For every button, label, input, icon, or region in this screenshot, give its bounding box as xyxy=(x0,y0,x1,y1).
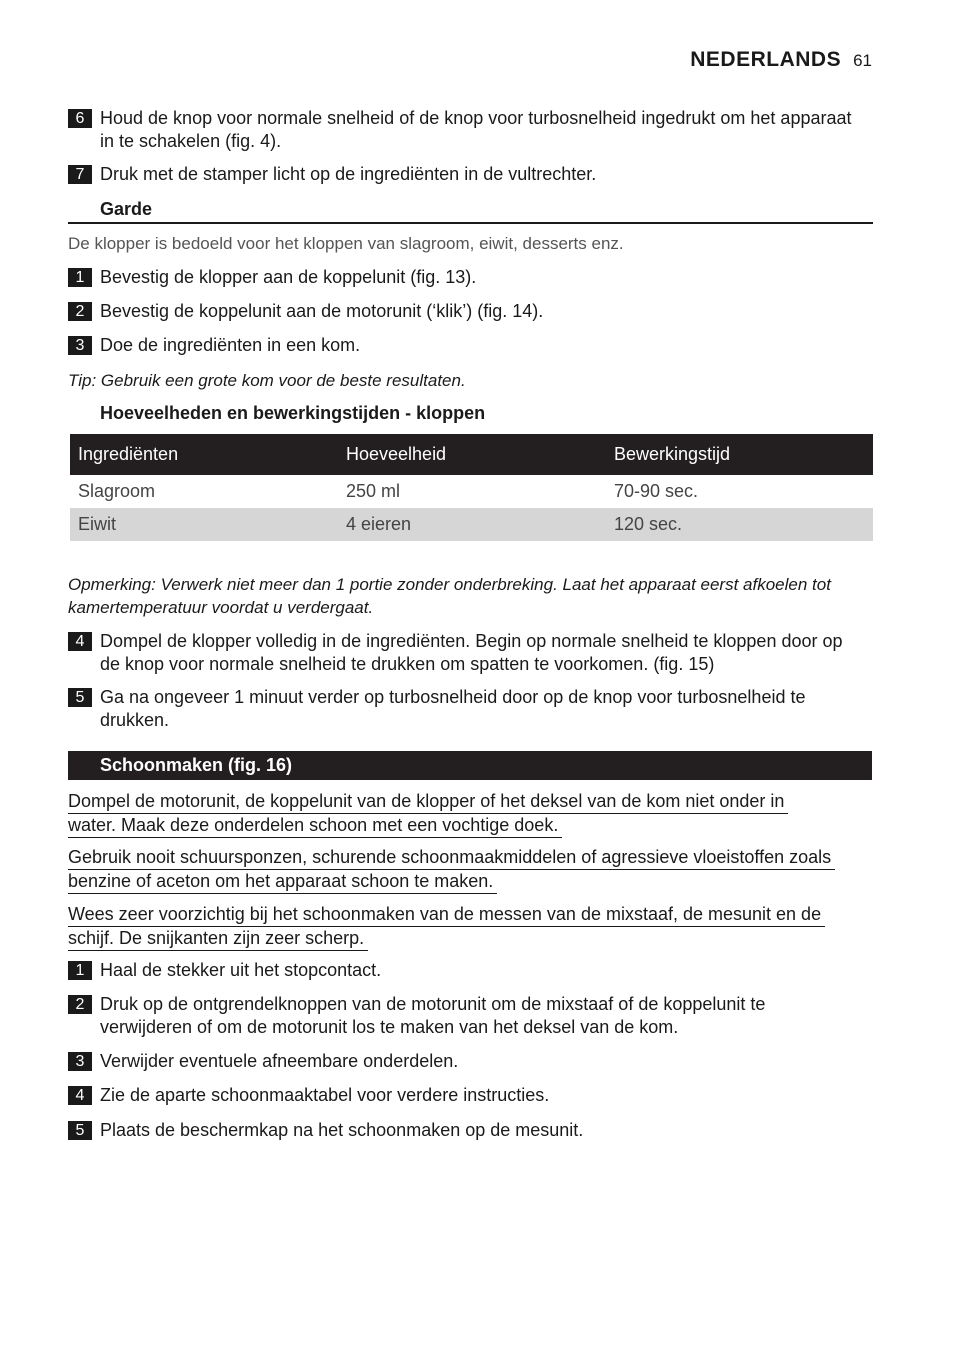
step-text: Verwijder eventuele afneembare onderdelen. xyxy=(100,1051,459,1071)
step-item xyxy=(68,1050,858,1073)
warning-line: schijf. De snijkanten zijn zeer scherp. xyxy=(68,927,368,951)
step-text: Haal de stekker uit het stopcontact. xyxy=(100,960,382,980)
step-item xyxy=(68,1119,858,1142)
table-cell: 250 ml xyxy=(346,481,401,501)
step-number: 1 xyxy=(68,268,92,287)
section-heading-garde: Garde xyxy=(100,199,153,219)
step-item xyxy=(68,959,858,982)
step-number: 5 xyxy=(68,1121,92,1140)
table-row xyxy=(70,508,873,541)
step-text: Houd de knop voor normale snelheid of de knop voor turbosnelheid ingedrukt om het apparaat in te schakelen (fig. 4). xyxy=(100,108,852,151)
language-label: NEDERLANDS xyxy=(690,48,842,71)
table-cell: 70-90 sec. xyxy=(614,481,699,501)
table-cell: Slagroom xyxy=(78,481,156,501)
step-item xyxy=(68,1084,858,1107)
step-item xyxy=(68,107,858,153)
garde-intro: De klopper is bedoeld voor het kloppen van slagroom, eiwit, desserts enz. xyxy=(68,234,624,253)
warning-line: Gebruik nooit schuursponzen, schurende schoonmaakmiddelen of agressieve vloeistoffen zoals xyxy=(68,846,835,870)
step-item xyxy=(68,266,858,289)
page-number: 61 xyxy=(853,51,872,70)
step-number: 2 xyxy=(68,995,92,1014)
step-text: Zie de aparte schoonmaaktabel voor verdere instructies. xyxy=(100,1085,550,1105)
table-cell: 4 eieren xyxy=(338,508,606,541)
warning-line: water. Maak deze onderdelen schoon met een vochtige doek. xyxy=(68,814,562,838)
warning-text xyxy=(68,903,825,951)
table-cell: 120 sec. xyxy=(606,508,873,541)
section-divider xyxy=(68,222,873,224)
step-number: 4 xyxy=(68,1086,92,1105)
step-text: Dompel de klopper volledig in de ingrediënten. Begin op normale snelheid te kloppen door op de knop voor normale snelheid te drukken om spatten te voorkomen. (fig. 15) xyxy=(100,631,843,674)
step-text: Druk met de stamper licht op de ingrediënten in de vultrechter. xyxy=(100,164,597,184)
warning-text xyxy=(68,790,788,838)
step-number: 6 xyxy=(68,109,92,128)
step-text: Bevestig de koppelunit aan de motorunit (‘klik’) (fig. 14). xyxy=(100,301,544,321)
step-text: Ga na ongeveer 1 minuut verder op turbosnelheid door op de knop voor turbosnelheid te drukken. xyxy=(100,687,806,730)
step-number: 2 xyxy=(68,302,92,321)
step-number: 7 xyxy=(68,165,92,184)
table-header-cell: Ingrediënten xyxy=(70,434,338,475)
warning-line: Dompel de motorunit, de koppelunit van de klopper of het deksel van de kom niet onder in xyxy=(68,790,788,814)
quantities-table xyxy=(70,434,873,541)
step-number: 4 xyxy=(68,632,92,651)
step-text: Doe de ingrediënten in een kom. xyxy=(100,335,361,355)
step-number: 1 xyxy=(68,961,92,980)
table-heading: Hoeveelheden en bewerkingstijden - kloppen xyxy=(100,403,486,423)
section-heading-cleaning: Schoonmaken (fig. 16) xyxy=(68,751,872,780)
step-item xyxy=(68,334,858,357)
step-item xyxy=(68,993,858,1039)
step-item xyxy=(68,686,858,732)
table-cell: Eiwit xyxy=(70,508,338,541)
warning-text xyxy=(68,846,835,894)
table-row xyxy=(70,475,873,508)
step-text: Plaats de beschermkap na het schoonmaken op de mesunit. xyxy=(100,1120,584,1140)
table-header-cell: Hoeveelheid xyxy=(338,434,606,475)
step-item xyxy=(68,630,858,676)
step-text: Bevestig de klopper aan de koppelunit (fig. 13). xyxy=(100,267,477,287)
step-item xyxy=(68,163,858,186)
table-header-cell: Bewerkingstijd xyxy=(606,434,873,475)
warning-line: benzine of aceton om het apparaat schoon te maken. xyxy=(68,870,497,894)
table-header-row xyxy=(70,434,873,475)
step-number: 3 xyxy=(68,336,92,355)
step-text: Druk op de ontgrendelknoppen van de motorunit om de mixstaaf of de koppelunit te verwijderen of om de motorunit los te maken van het deksel van de kom. xyxy=(100,994,766,1037)
page-header xyxy=(690,48,872,72)
step-item xyxy=(68,300,858,323)
tip-text: Tip: Gebruik een grote kom voor de beste resultaten. xyxy=(68,371,466,390)
step-number: 3 xyxy=(68,1052,92,1071)
note-text: Opmerking: Verwerk niet meer dan 1 portie zonder onderbreking. Laat het apparaat eerst afkoelen tot kamertemperatuur voordat u verdergaat. xyxy=(68,575,831,617)
step-number: 5 xyxy=(68,688,92,707)
warning-line: Wees zeer voorzichtig bij het schoonmaken van de messen van de mixstaaf, de mesunit en de xyxy=(68,903,825,927)
